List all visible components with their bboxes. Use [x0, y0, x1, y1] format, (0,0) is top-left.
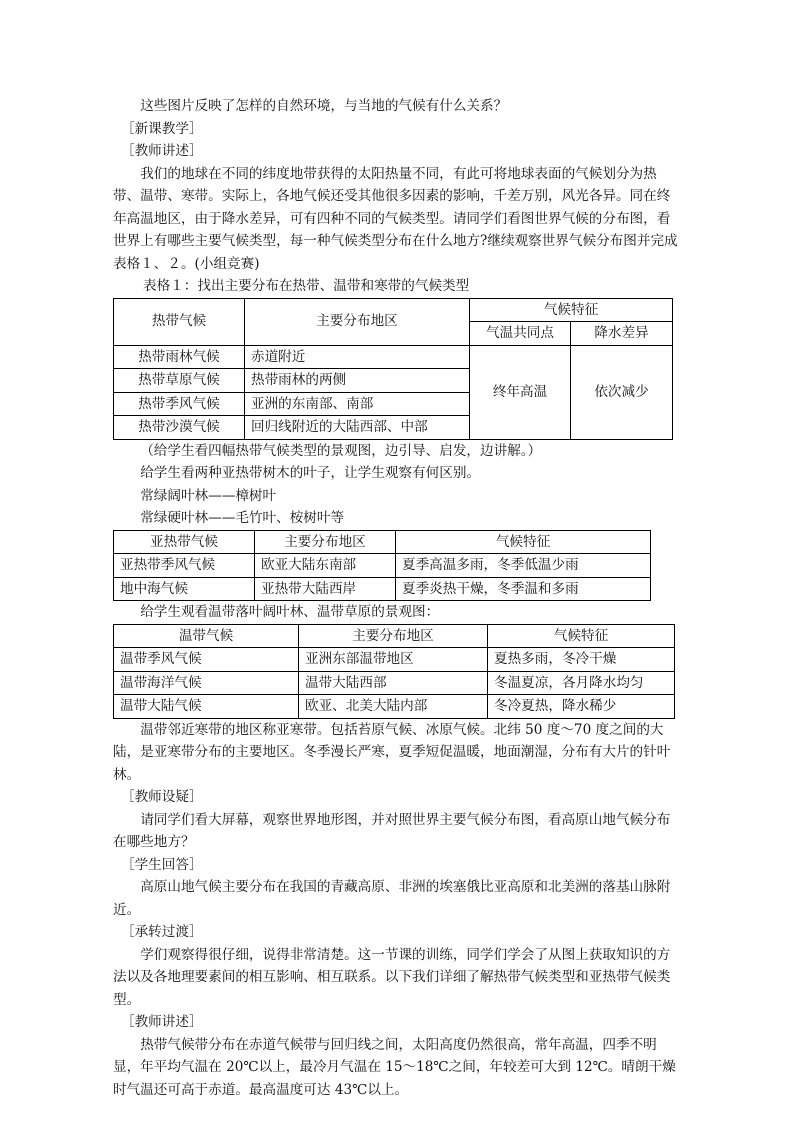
- paragraph-climate-division: 我们的地球在不同的纬度地带获得的太阳热量不同，有此可将地球表面的气候划分为热带、温带、寒带。实际上，各地气候还受其他很多因素的影响，千差万别，风光各异。同在终年高温地区，由于降水差异，可有四种不同的气候类型。请同学们看图世界气候的分布图，看世界上有哪些主要气候类型，每一种气候类型分布在什么地方?继续观察世界气候分布图并完成表格１、２。(小组竞赛): [113, 165, 678, 272]
- table-cell: 终年高温: [470, 345, 571, 439]
- heading-teacher-talk: ［教师讲述］: [121, 143, 203, 159]
- heading-new-lesson: ［新课教学］: [121, 120, 203, 137]
- intro-question: 这些图片反映了怎样的自然环境，与当地的气候有什么关系？: [140, 98, 508, 114]
- table-row: [114, 554, 651, 578]
- table-cell: 热带雨林的两侧: [245, 369, 470, 393]
- table-header: 气候特征: [396, 530, 651, 554]
- table-header: 温带气候: [114, 624, 299, 648]
- table-cell: 亚热带季风气候: [114, 554, 255, 578]
- table-header: 主要分布地区: [245, 298, 470, 345]
- table-cell: 温带季风气候: [114, 648, 299, 672]
- table-cell: 回归线附近的大陆西部、中部: [245, 416, 470, 440]
- table-subtropical-climates: [113, 530, 651, 602]
- table-row: [114, 345, 673, 369]
- table-header: 气温共同点: [470, 322, 571, 346]
- table-cell: 亚热带大陆西岸: [255, 577, 396, 601]
- table-cell: 温带大陆西部: [299, 671, 488, 695]
- table-cell: 赤道附近: [245, 345, 470, 369]
- table-cell: 热带沙漠气候: [114, 416, 245, 440]
- paragraph-answer: 高原山地气候主要分布在我国的青藏高原、非洲的埃塞俄比亚高原和北美洲的落基山脉附近。: [113, 879, 671, 918]
- heading-teacher-question: ［教师设疑］: [121, 789, 203, 805]
- table-cell: 亚洲东部温带地区: [299, 648, 488, 672]
- table-cell: 热带草原气候: [114, 369, 245, 393]
- table-cell: 地中海气候: [114, 577, 255, 601]
- table-temperate-climates: [113, 624, 675, 719]
- table-cell: 热带雨林气候: [114, 345, 245, 369]
- note-temperate-images: 给学生观看温带落叶阔叶林、温带草原的景观图：: [140, 604, 440, 620]
- table-header: 气候特征: [470, 298, 673, 322]
- table-cell: 冬冷夏热，降水稀少: [488, 695, 675, 719]
- note-landscape-images: （给学生看四幅热带气候类型的景观图，边引导、启发，边讲解。）: [140, 442, 542, 459]
- table-cell: 温带海洋气候: [114, 671, 299, 695]
- table-cell: 夏季炎热干燥，冬季温和多雨: [396, 577, 651, 601]
- table-header: 气候特征: [488, 624, 675, 648]
- table-header: 主要分布地区: [255, 530, 396, 554]
- paragraph-transition: 学们观察得很仔细，说得非常清楚。这一节课的训练，同学们学会了从图上获取知识的方法以及各地理要素间的相互影响、相互联系。以下我们详细了解热带气候类型和亚热带气候类型。: [113, 946, 671, 1008]
- table-cell: 夏热多雨，冬冷干燥: [488, 648, 675, 672]
- table-cell: 亚洲的东南部、南部: [245, 392, 470, 416]
- table-header: 亚热带气候: [114, 530, 255, 554]
- table-row: [114, 577, 651, 601]
- note-leaves: 给学生看两种亚热带树木的叶子，让学生观察有何区别。: [140, 465, 481, 481]
- heading-transition: ［承转过渡］: [121, 924, 203, 940]
- heading-student-answer: ［学生回答］: [121, 856, 203, 873]
- table-row: [114, 671, 675, 695]
- table-cell: 温带大陆气候: [114, 695, 299, 719]
- table-row: [114, 648, 675, 672]
- note-sclerophyll: 常绿硬叶林——毛竹叶、桉树叶等: [140, 510, 345, 526]
- paragraph-question: 请同学们看大屏幕，观察世界地形图，并对照世界主要气候分布图，看高原山地气候分布在哪些地方？: [113, 811, 671, 850]
- heading-teacher-talk-2: ［教师讲述］: [121, 1014, 203, 1030]
- note-broadleaf: 常绿阔叶林——樟树叶: [140, 487, 277, 504]
- table-header: 主要分布地区: [299, 624, 488, 648]
- table-cell: 热带季风气候: [114, 392, 245, 416]
- table-tropical-climates: [113, 298, 673, 440]
- table-header: 热带气候: [114, 298, 245, 345]
- table-header: 降水差异: [571, 322, 673, 346]
- paragraph-tropical-belt: 热带气候带分布在赤道气候带与回归线之间，太阳高度仍然很高，常年高温，四季不明显，年平均气温在 20℃以上，最冷月气温在 15～18℃之间，年较差可大到 12℃。晴朗干燥时气温还可高于赤道。最高温度可达 43℃以上。: [113, 1036, 676, 1098]
- table-cell: 冬温夏凉，各月降水均匀: [488, 671, 675, 695]
- table1-caption: 表格１：找出主要分布在热带、温带和寒带的气候类型: [143, 278, 470, 294]
- table-cell: 欧亚大陆东南部: [255, 554, 396, 578]
- document-page: [113, 95, 678, 1101]
- table-cell: 依次减少: [571, 345, 673, 439]
- table-cell: 夏季高温多雨，冬季低温少雨: [396, 554, 651, 578]
- paragraph-subarctic: 温带邻近寒带的地区称亚寒带。包括苔原气候、冰原气候。北纬 50 度～70 度之间的大陆，是亚寒带分布的主要地区。冬季漫长严寒，夏季短促温暖，地面潮湿，分布有大片的针叶林。: [113, 721, 671, 783]
- table-row: [114, 695, 675, 719]
- table-cell: 欧亚、北美大陆内部: [299, 695, 488, 719]
